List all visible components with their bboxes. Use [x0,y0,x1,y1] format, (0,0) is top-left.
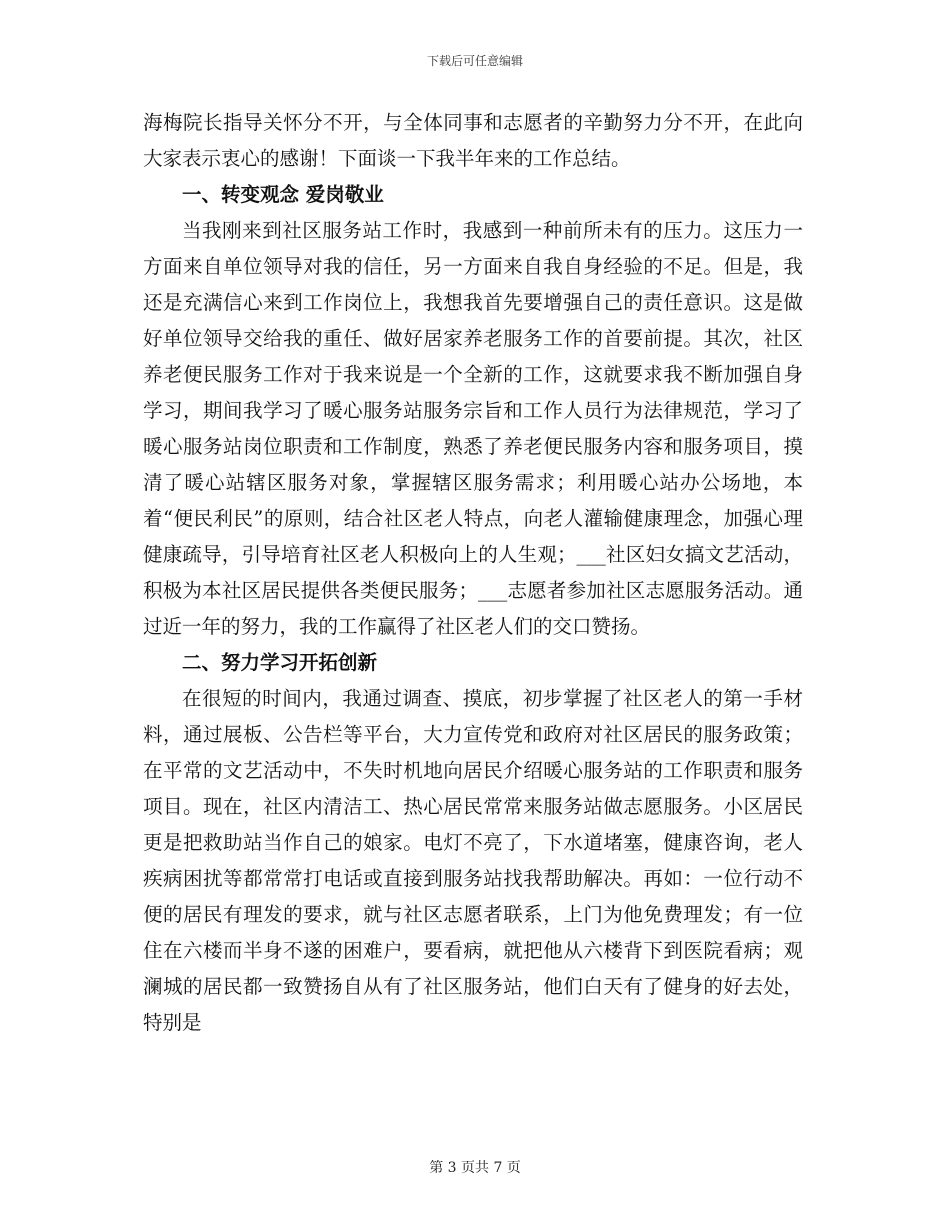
page-number: 第 3 页共 7 页 [429,1160,521,1176]
page-header: 下载后可任意编辑 [426,54,523,68]
intro-paragraph: 海梅院长指导关怀分不开，与全体同事和志愿者的辛勤努力分不开，在此向大家表示衷心的感谢！下面谈一下我半年来的工作总结。 [143,111,803,170]
section-heading-1: 一、转变观念 爱岗敬业 [182,183,384,206]
document-body [143,105,803,1041]
section-heading-2: 二、努力学习开拓创新 [182,651,378,674]
section-2-paragraph: 在很短的时间内，我通过调查、摸底，初步掌握了社区老人的第一手材料，通过展板、公告栏等平台，大力宣传党和政府对社区居民的服务政策；在平常的文艺活动中，不失时机地向居民介绍暖心服务站的工作职责和服务项目。现在，社区内清洁工、热心居民常常来服务站做志愿服务。小区居民更是把救助站当作自己的娘家。电灯不亮了，下水道堵塞，健康咨询，老人疾病困扰等都常常打电话或直接到服务站找我帮助解决。再如：一位行动不便的居民有理发的要求，就与社区志愿者联系，上门为他免费理发；有一位住在六楼而半身不遂的困难户，要看病，就把他从六楼背下到医院看病；观澜城的居民都一致赞扬自从有了社区服务站，他们白天有了健身的好去处，特别是 [143,687,803,1034]
section-1-paragraph: 当我刚来到社区服务站工作时，我感到一种前所未有的压力。这压力一方面来自单位领导对我的信任，另一方面来自我自身经验的不足。但是，我还是充满信心来到工作岗位上，我想我首先要增强自己的责任意识。这是做好单位领导交给我的重任、做好居家养老服务工作的首要前提。其次，社区养老便民服务工作对于我来说是一个全新的工作，这就要求我不断加强自身学习，期间我学习了暖心服务站服务宗旨和工作人员行为法律规范，学习了暖心服务站岗位职责和工作制度，熟悉了养老便民服务内容和服务项目，摸清了暖心站辖区服务对象，掌握辖区服务需求；利用暖心站办公场地，本着“便民利民”的原则，结合社区老人特点，向老人灌输健康理念，加强心理健康疏导，引导培育社区老人积极向上的人生观；___社区妇女搞文艺活动，积极为本社区居民提供各类便民服务；___志愿者参加社区志愿服务活动。通过近一年的努力，我的工作赢得了社区老人们的交口赞扬。 [143,219,803,638]
